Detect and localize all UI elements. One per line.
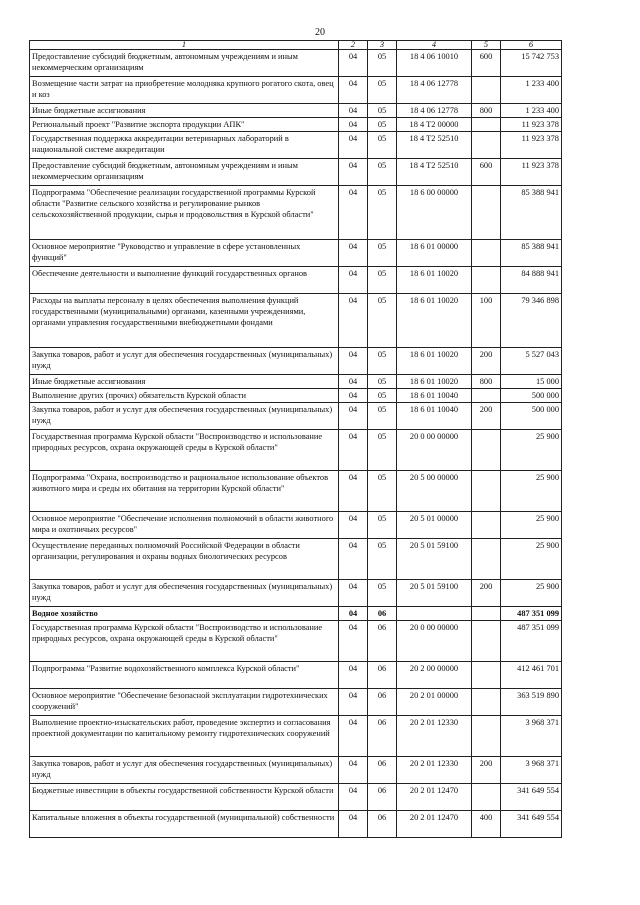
- row-amount-cell: 11 923 378: [501, 118, 562, 132]
- row-expense-type-cell: 800: [472, 104, 501, 118]
- row-subsection-cell: 06: [368, 689, 397, 716]
- row-subsection-cell: 05: [368, 50, 397, 77]
- table-row: [30, 430, 562, 471]
- row-subsection-cell: 05: [368, 186, 397, 240]
- row-subsection-cell: 05: [368, 580, 397, 607]
- row-expense-type-cell: [472, 118, 501, 132]
- row-expense-type-cell: [472, 716, 501, 757]
- row-target-article-cell: 18 6 01 10020: [397, 294, 472, 348]
- row-amount-cell: 1 233 400: [501, 104, 562, 118]
- row-subsection-cell: 05: [368, 375, 397, 389]
- row-section-cell: 04: [339, 389, 368, 403]
- column-header-name: 1: [30, 41, 339, 50]
- row-target-article-cell: 18 4 06 12778: [397, 77, 472, 104]
- row-target-article-cell: [397, 607, 472, 621]
- row-name-cell: Возмещение части затрат на приобретение молодняка крупного рогатого скота, овец и коз: [30, 77, 339, 104]
- table-row: [30, 757, 562, 784]
- row-amount-cell: 3 968 371: [501, 757, 562, 784]
- row-amount-cell: 500 000: [501, 403, 562, 430]
- row-section-cell: 04: [339, 811, 368, 838]
- row-name-cell: Закупка товаров, работ и услуг для обеспечения государственных (муниципальных) нужд: [30, 348, 339, 375]
- row-target-article-cell: 20 2 01 12330: [397, 716, 472, 757]
- row-name-cell: Закупка товаров, работ и услуг для обеспечения государственных (муниципальных) нужд: [30, 757, 339, 784]
- row-section-cell: 04: [339, 159, 368, 186]
- row-amount-cell: 85 388 941: [501, 240, 562, 267]
- row-name-cell: Закупка товаров, работ и услуг для обеспечения государственных (муниципальных) нужд: [30, 403, 339, 430]
- row-name-cell: Основное мероприятие "Обеспечение безопасной эксплуатации гидротехнических сооружений": [30, 689, 339, 716]
- row-name-cell: Осуществление переданных полномочий Российской Федерации в области организации, регулирования и охраны водных биологических ресурсов: [30, 539, 339, 580]
- row-target-article-cell: 18 4 06 10010: [397, 50, 472, 77]
- row-name-cell: Государственная программа Курской области "Воспроизводство и использование природных ресурсов, охрана окружающей среды в Курской области": [30, 621, 339, 662]
- row-expense-type-cell: 800: [472, 375, 501, 389]
- table-row: [30, 621, 562, 662]
- budget-table: [29, 40, 562, 838]
- table-row: [30, 811, 562, 838]
- row-amount-cell: 25 900: [501, 430, 562, 471]
- row-amount-cell: 25 900: [501, 512, 562, 539]
- row-name-cell: Основное мероприятие "Руководство и управление в сфере установленных функций": [30, 240, 339, 267]
- page-number: 20: [315, 27, 325, 38]
- table-row: [30, 512, 562, 539]
- row-name-cell: Обеспечение деятельности и выполнение функций государственных органов: [30, 267, 339, 294]
- row-subsection-cell: 05: [368, 348, 397, 375]
- row-name-cell: Подпрограмма "Охрана, воспроизводство и рациональное использование объектов животного мира и среды их обитания на территории Курской области": [30, 471, 339, 512]
- row-name-cell: Региональный проект "Развитие экспорта продукции АПК": [30, 118, 339, 132]
- row-target-article-cell: 20 5 01 59100: [397, 539, 472, 580]
- row-section-cell: 04: [339, 716, 368, 757]
- table-row: [30, 689, 562, 716]
- row-subsection-cell: 05: [368, 294, 397, 348]
- row-name-cell: Основное мероприятие "Обеспечение исполнения полномочий в области животного мира и охотничьих ресурсов": [30, 512, 339, 539]
- row-amount-cell: 341 649 554: [501, 784, 562, 811]
- row-amount-cell: 15 000: [501, 375, 562, 389]
- table-row: [30, 186, 562, 240]
- row-target-article-cell: 18 6 01 10020: [397, 348, 472, 375]
- row-expense-type-cell: [472, 77, 501, 104]
- row-section-cell: 04: [339, 689, 368, 716]
- row-expense-type-cell: [472, 662, 501, 689]
- row-target-article-cell: 20 2 01 12470: [397, 811, 472, 838]
- row-target-article-cell: 18 4 T2 00000: [397, 118, 472, 132]
- row-expense-type-cell: [472, 784, 501, 811]
- row-expense-type-cell: [472, 240, 501, 267]
- row-subsection-cell: 05: [368, 471, 397, 512]
- row-section-cell: 04: [339, 50, 368, 77]
- row-expense-type-cell: 200: [472, 580, 501, 607]
- row-section-cell: 04: [339, 118, 368, 132]
- row-name-cell: Государственная программа Курской области "Воспроизводство и использование природных ресурсов, охрана окружающей среды в Курской области": [30, 430, 339, 471]
- row-subsection-cell: 06: [368, 716, 397, 757]
- row-section-cell: 04: [339, 186, 368, 240]
- table-row: [30, 662, 562, 689]
- row-expense-type-cell: [472, 621, 501, 662]
- row-section-cell: 04: [339, 662, 368, 689]
- row-section-cell: 04: [339, 77, 368, 104]
- row-amount-cell: 3 968 371: [501, 716, 562, 757]
- row-amount-cell: 84 888 941: [501, 267, 562, 294]
- row-subsection-cell: 06: [368, 757, 397, 784]
- row-subsection-cell: 05: [368, 104, 397, 118]
- row-name-cell: Государственная поддержка аккредитации ветеринарных лабораторий в национальной системе аккредитации: [30, 132, 339, 159]
- row-target-article-cell: 18 4 T2 52510: [397, 132, 472, 159]
- row-target-article-cell: 18 6 01 00000: [397, 240, 472, 267]
- row-subsection-cell: 06: [368, 784, 397, 811]
- row-expense-type-cell: 200: [472, 757, 501, 784]
- row-target-article-cell: 20 5 01 00000: [397, 512, 472, 539]
- row-expense-type-cell: [472, 132, 501, 159]
- table-row: [30, 104, 562, 118]
- table-row: [30, 375, 562, 389]
- table-row: [30, 784, 562, 811]
- row-subsection-cell: 05: [368, 430, 397, 471]
- row-expense-type-cell: [472, 389, 501, 403]
- column-header-subsection: 3: [368, 41, 397, 50]
- row-target-article-cell: 20 5 01 59100: [397, 580, 472, 607]
- row-expense-type-cell: [472, 512, 501, 539]
- row-subsection-cell: 05: [368, 539, 397, 580]
- row-name-cell: Бюджетные инвестиции в объекты государственной собственности Курской области: [30, 784, 339, 811]
- row-amount-cell: 341 649 554: [501, 811, 562, 838]
- row-section-cell: 04: [339, 403, 368, 430]
- row-target-article-cell: 20 5 00 00000: [397, 471, 472, 512]
- row-expense-type-cell: [472, 430, 501, 471]
- row-expense-type-cell: [472, 539, 501, 580]
- row-amount-cell: 25 900: [501, 580, 562, 607]
- row-section-cell: 04: [339, 471, 368, 512]
- row-amount-cell: 412 461 701: [501, 662, 562, 689]
- row-subsection-cell: 06: [368, 607, 397, 621]
- row-target-article-cell: 18 6 01 10020: [397, 267, 472, 294]
- column-header-amount: 6: [501, 41, 562, 50]
- row-name-cell: Выполнение других (прочих) обязательств Курской области: [30, 389, 339, 403]
- row-subsection-cell: 05: [368, 159, 397, 186]
- row-name-cell: Расходы на выплаты персоналу в целях обеспечения выполнения функций государственными (муниципальными) органами, казенными учреждениями, органами управления государственными внебюджетными фондами: [30, 294, 339, 348]
- row-target-article-cell: 20 2 01 00000: [397, 689, 472, 716]
- table-header-row: [30, 41, 562, 50]
- row-amount-cell: 11 923 378: [501, 132, 562, 159]
- row-expense-type-cell: 200: [472, 348, 501, 375]
- row-subsection-cell: 05: [368, 240, 397, 267]
- row-amount-cell: 500 000: [501, 389, 562, 403]
- table-row: [30, 471, 562, 512]
- row-amount-cell: 487 351 099: [501, 607, 562, 621]
- row-amount-cell: 5 527 043: [501, 348, 562, 375]
- row-subsection-cell: 06: [368, 621, 397, 662]
- row-section-cell: 04: [339, 348, 368, 375]
- row-target-article-cell: 18 6 01 10040: [397, 403, 472, 430]
- row-expense-type-cell: [472, 267, 501, 294]
- row-amount-cell: 1 233 400: [501, 77, 562, 104]
- row-section-cell: 04: [339, 621, 368, 662]
- row-target-article-cell: 18 6 01 10020: [397, 375, 472, 389]
- row-amount-cell: 15 742 753: [501, 50, 562, 77]
- row-section-cell: 04: [339, 784, 368, 811]
- row-name-cell: Выполнение проектно-изыскательских работ, проведение экспертиз и согласования проектной документации по капитальному ремонту гидротехнических сооружений: [30, 716, 339, 757]
- table-row: [30, 539, 562, 580]
- row-subsection-cell: 05: [368, 267, 397, 294]
- row-expense-type-cell: [472, 186, 501, 240]
- table-row: [30, 132, 562, 159]
- row-section-cell: 04: [339, 512, 368, 539]
- row-name-cell: Капитальные вложения в объекты государственной (муниципальной) собственности: [30, 811, 339, 838]
- row-subsection-cell: 05: [368, 77, 397, 104]
- row-amount-cell: 363 519 890: [501, 689, 562, 716]
- row-expense-type-cell: [472, 607, 501, 621]
- row-target-article-cell: 18 6 01 10040: [397, 389, 472, 403]
- row-subsection-cell: 05: [368, 512, 397, 539]
- table-row: [30, 77, 562, 104]
- row-name-cell: Водное хозяйство: [30, 607, 339, 621]
- table-row: [30, 159, 562, 186]
- row-name-cell: Предоставление субсидий бюджетным, автономным учреждениям и иным некоммерческим организациям: [30, 159, 339, 186]
- row-name-cell: Подпрограмма "Развитие водохозяйственного комплекса Курской области": [30, 662, 339, 689]
- row-target-article-cell: 18 6 00 00000: [397, 186, 472, 240]
- row-expense-type-cell: 200: [472, 403, 501, 430]
- row-target-article-cell: 20 0 00 00000: [397, 621, 472, 662]
- row-amount-cell: 85 388 941: [501, 186, 562, 240]
- row-expense-type-cell: 600: [472, 159, 501, 186]
- row-amount-cell: 79 346 898: [501, 294, 562, 348]
- row-amount-cell: 25 900: [501, 471, 562, 512]
- row-section-cell: 04: [339, 240, 368, 267]
- row-section-cell: 04: [339, 430, 368, 471]
- table-row: [30, 50, 562, 77]
- table-row: [30, 294, 562, 348]
- row-target-article-cell: 20 2 01 12330: [397, 757, 472, 784]
- row-target-article-cell: 20 0 00 00000: [397, 430, 472, 471]
- row-subsection-cell: 05: [368, 403, 397, 430]
- row-section-cell: 04: [339, 132, 368, 159]
- row-name-cell: Предоставление субсидий бюджетным, автономным учреждениям и иным некоммерческим организациям: [30, 50, 339, 77]
- row-subsection-cell: 05: [368, 132, 397, 159]
- row-name-cell: Подпрограмма "Обеспечение реализации государственной программы Курской области "Развитие сельского хозяйства и регулирование рынков сельскохозяйственной продукции, сырья и продовольствия в Курской области": [30, 186, 339, 240]
- row-amount-cell: 11 923 378: [501, 159, 562, 186]
- table-row: [30, 267, 562, 294]
- row-expense-type-cell: 600: [472, 50, 501, 77]
- row-section-cell: 04: [339, 104, 368, 118]
- table-row: [30, 580, 562, 607]
- row-subsection-cell: 05: [368, 389, 397, 403]
- row-subsection-cell: 06: [368, 811, 397, 838]
- table-row: [30, 403, 562, 430]
- row-section-cell: 04: [339, 607, 368, 621]
- row-expense-type-cell: [472, 689, 501, 716]
- row-amount-cell: 487 351 099: [501, 621, 562, 662]
- row-subsection-cell: 06: [368, 662, 397, 689]
- row-name-cell: Иные бюджетные ассигнования: [30, 375, 339, 389]
- row-section-cell: 04: [339, 539, 368, 580]
- row-section-cell: 04: [339, 580, 368, 607]
- row-amount-cell: 25 900: [501, 539, 562, 580]
- row-section-cell: 04: [339, 375, 368, 389]
- row-target-article-cell: 20 2 00 00000: [397, 662, 472, 689]
- table-row: [30, 348, 562, 375]
- row-name-cell: Иные бюджетные ассигнования: [30, 104, 339, 118]
- table-row: [30, 118, 562, 132]
- row-expense-type-cell: 400: [472, 811, 501, 838]
- table-row: [30, 716, 562, 757]
- row-target-article-cell: 18 4 T2 52510: [397, 159, 472, 186]
- table-row: [30, 389, 562, 403]
- row-target-article-cell: 18 4 06 12778: [397, 104, 472, 118]
- row-expense-type-cell: 100: [472, 294, 501, 348]
- table-row: [30, 240, 562, 267]
- row-expense-type-cell: [472, 471, 501, 512]
- column-header-section: 2: [339, 41, 368, 50]
- table-row: [30, 607, 562, 621]
- row-section-cell: 04: [339, 757, 368, 784]
- column-header-expense-type: 5: [472, 41, 501, 50]
- row-target-article-cell: 20 2 01 12470: [397, 784, 472, 811]
- row-subsection-cell: 05: [368, 118, 397, 132]
- row-name-cell: Закупка товаров, работ и услуг для обеспечения государственных (муниципальных) нужд: [30, 580, 339, 607]
- table-body: [30, 50, 562, 838]
- row-section-cell: 04: [339, 294, 368, 348]
- row-section-cell: 04: [339, 267, 368, 294]
- column-header-target-article: 4: [397, 41, 472, 50]
